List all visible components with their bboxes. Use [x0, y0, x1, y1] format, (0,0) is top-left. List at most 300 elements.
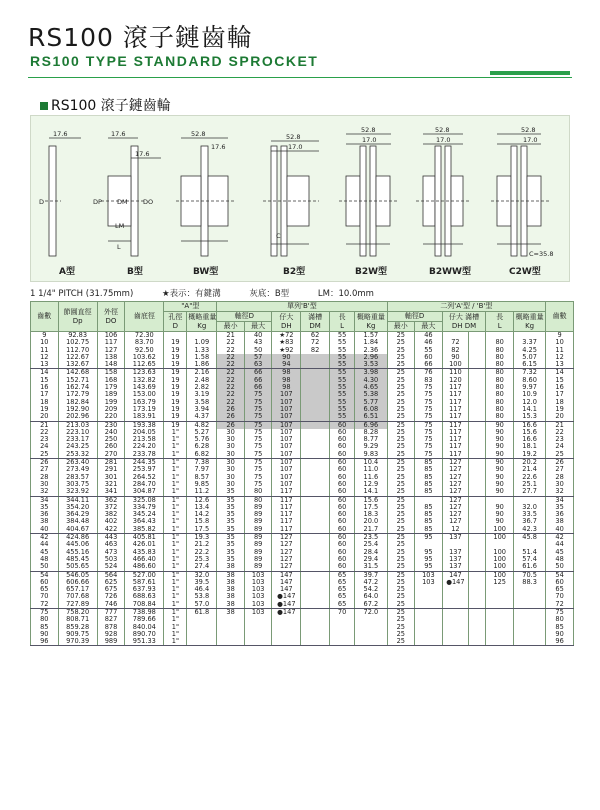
- table-cell: 65: [31, 586, 59, 593]
- table-row: [31, 459, 574, 467]
- table-cell: 3.19: [187, 391, 217, 398]
- table-cell: 364.43: [125, 518, 164, 525]
- table-cell: 15: [31, 377, 59, 384]
- table-cell: 45: [546, 549, 574, 556]
- table-cell: 103: [244, 608, 272, 616]
- table-cell: 727.89: [58, 601, 97, 609]
- table-cell: 72: [301, 339, 330, 346]
- table-cell: 96: [546, 638, 574, 646]
- table-cell: 89: [244, 526, 272, 534]
- dim-bw-length: 52.8: [191, 130, 206, 138]
- table-row: [31, 436, 574, 443]
- table-cell: 117: [272, 488, 301, 496]
- table-cell: [329, 624, 354, 631]
- table-cell: ●147: [272, 608, 301, 616]
- col-length-2: 長 L: [486, 312, 514, 332]
- table-cell: 107: [272, 459, 301, 467]
- dim-letter-do: DO: [143, 198, 154, 206]
- table-cell: 5.76: [187, 436, 217, 443]
- table-cell: 65: [329, 601, 354, 609]
- table-cell: [469, 451, 486, 459]
- table-cell: 32: [546, 488, 574, 496]
- table-cell: 11: [546, 347, 574, 354]
- table-cell: 10.4: [355, 459, 387, 467]
- dim-b2-plate: 17.0: [288, 143, 303, 151]
- table-cell: 30: [217, 429, 245, 436]
- table-cell: 55: [329, 361, 354, 369]
- table-cell: 85: [415, 481, 443, 488]
- table-cell: 25: [387, 474, 415, 481]
- table-cell: 35: [217, 518, 245, 525]
- table-cell: 25: [387, 608, 415, 616]
- table-cell: 1": [164, 563, 187, 571]
- table-cell: 112.70: [58, 347, 97, 354]
- table-row: [31, 443, 574, 450]
- table-cell: [329, 616, 354, 623]
- table-cell: 3.94: [187, 406, 217, 413]
- table-cell: 107: [272, 436, 301, 443]
- table-cell: 6.15: [513, 361, 545, 369]
- table-cell: 60: [329, 518, 354, 525]
- table-cell: 7.32: [513, 369, 545, 377]
- table-cell: 27.4: [187, 563, 217, 571]
- table-cell: 1": [164, 638, 187, 646]
- col-shaft-max: 最大: [244, 322, 272, 332]
- table-cell: 60: [329, 466, 354, 473]
- table-cell: [469, 534, 486, 542]
- table-cell: 45.8: [513, 534, 545, 542]
- table-cell: 61.6: [513, 563, 545, 571]
- label-b2-type: B2型: [283, 267, 306, 277]
- table-cell: [244, 624, 272, 631]
- pitch-value: 1 1/4" PITCH (31.75mm): [30, 289, 134, 299]
- table-cell: 80: [486, 347, 514, 354]
- table-cell: 75: [244, 391, 272, 398]
- table-row: [31, 451, 574, 459]
- table-cell: 25: [387, 638, 415, 646]
- table-cell: 26: [31, 459, 59, 467]
- table-cell: [301, 608, 330, 616]
- table-cell: 75: [244, 406, 272, 413]
- table-cell: 1": [164, 534, 187, 542]
- table-cell: 4.25: [513, 347, 545, 354]
- table-cell: 89: [244, 556, 272, 563]
- table-cell: 75: [244, 399, 272, 406]
- table-cell: 66: [244, 384, 272, 391]
- table-cell: [187, 624, 217, 631]
- table-cell: 13: [546, 361, 574, 369]
- table-cell: 2.96: [355, 354, 387, 361]
- table-cell: 107: [272, 429, 301, 436]
- col-root: 齒底徑: [125, 302, 164, 332]
- table-cell: 70.5: [513, 571, 545, 579]
- table-cell: 1": [164, 474, 187, 481]
- table-cell: 90: [486, 504, 514, 511]
- table-cell: [415, 616, 443, 623]
- table-cell: 1": [164, 616, 187, 623]
- table-cell: 75: [244, 474, 272, 481]
- table-cell: [301, 518, 330, 525]
- table-row: [31, 347, 574, 354]
- table-cell: [513, 608, 545, 616]
- table-cell: 10: [546, 339, 574, 346]
- table-cell: 103: [244, 571, 272, 579]
- table-cell: 19: [164, 339, 187, 346]
- table-cell: 3.98: [355, 369, 387, 377]
- table-cell: 34: [546, 496, 574, 504]
- table-cell: [469, 504, 486, 511]
- table-cell: [415, 541, 443, 548]
- table-cell: 22: [217, 391, 245, 398]
- table-cell: 85: [415, 474, 443, 481]
- table-cell: 60: [415, 354, 443, 361]
- table-cell: 89: [244, 518, 272, 525]
- table-cell: 25: [387, 481, 415, 488]
- table-cell: 25: [387, 384, 415, 391]
- table-cell: 35: [217, 549, 245, 556]
- table-cell: 281: [97, 459, 125, 467]
- table-cell: 66: [415, 361, 443, 369]
- table-cell: 2.48: [187, 377, 217, 384]
- table-row: [31, 504, 574, 511]
- table-cell: 1.86: [187, 361, 217, 369]
- table-cell: 38: [217, 571, 245, 579]
- table-cell: 746: [97, 601, 125, 609]
- section-title: RS100 滾子鏈齒輪: [51, 98, 171, 114]
- table-cell: 95: [415, 549, 443, 556]
- table-cell: [442, 586, 468, 593]
- table-cell: 25.4: [355, 541, 387, 548]
- table-cell: 708.84: [125, 601, 164, 609]
- table-cell: 63: [244, 361, 272, 369]
- table-cell: 890.70: [125, 631, 164, 638]
- table-cell: 54.2: [355, 586, 387, 593]
- bullet-square-icon: [40, 102, 48, 110]
- table-cell: [301, 631, 330, 638]
- table-row: [31, 541, 574, 548]
- table-cell: 15: [546, 377, 574, 384]
- table-cell: 36.7: [513, 518, 545, 525]
- table-cell: 107: [272, 391, 301, 398]
- table-cell: 2.82: [187, 384, 217, 391]
- table-cell: 1.58: [187, 354, 217, 361]
- table-cell: 25: [387, 377, 415, 384]
- table-cell: 90: [486, 436, 514, 443]
- col-shaft: 軸徑D: [217, 312, 272, 322]
- table-cell: 1.09: [187, 339, 217, 346]
- table-cell: 344.11: [58, 496, 97, 504]
- table-cell: 100: [486, 556, 514, 563]
- table-cell: 90: [486, 511, 514, 518]
- table-cell: 45: [31, 549, 59, 556]
- table-cell: 147: [272, 586, 301, 593]
- table-cell: [486, 608, 514, 616]
- table-cell: 94: [272, 361, 301, 369]
- table-cell: 22: [217, 361, 245, 369]
- table-cell: 75: [244, 429, 272, 436]
- table-cell: 90: [31, 631, 59, 638]
- dim-bw-plate: 17.6: [211, 143, 226, 151]
- table-cell: 1": [164, 429, 187, 436]
- table-cell: 8.60: [513, 377, 545, 384]
- table-cell: 213.03: [58, 421, 97, 429]
- table-cell: 675: [97, 586, 125, 593]
- table-cell: 1": [164, 436, 187, 443]
- table-cell: 25: [387, 339, 415, 346]
- table-cell: 48: [31, 556, 59, 563]
- table-cell: 1.57: [355, 332, 387, 340]
- table-cell: 103: [244, 593, 272, 600]
- table-cell: 25: [387, 399, 415, 406]
- table-cell: 20: [546, 413, 574, 421]
- table-cell: [217, 616, 245, 623]
- table-cell: 85: [415, 504, 443, 511]
- label-b2ww-type: B2WW型: [429, 267, 471, 277]
- table-cell: 14.1: [355, 488, 387, 496]
- table-cell: 321: [97, 481, 125, 488]
- table-cell: 103: [244, 579, 272, 586]
- table-cell: 19: [164, 347, 187, 354]
- table-cell: 75: [415, 436, 443, 443]
- table-cell: 75: [244, 466, 272, 473]
- table-cell: [187, 631, 217, 638]
- table-cell: 95: [415, 556, 443, 563]
- table-cell: 30: [546, 481, 574, 488]
- table-cell: 80: [486, 354, 514, 361]
- table-cell: 66: [244, 369, 272, 377]
- table-cell: 60: [329, 496, 354, 504]
- table-cell: 80: [486, 377, 514, 384]
- pitch-legend: [30, 287, 400, 299]
- table-cell: 60: [329, 436, 354, 443]
- table-cell: 202.96: [58, 413, 97, 421]
- table-cell: 30: [217, 466, 245, 473]
- table-cell: 117: [272, 496, 301, 504]
- table-cell: 253.97: [125, 466, 164, 473]
- header-divider: [28, 77, 572, 78]
- table-cell: 1": [164, 586, 187, 593]
- table-cell: 42.3: [513, 526, 545, 534]
- table-cell: 23: [31, 436, 59, 443]
- table-cell: 878: [97, 624, 125, 631]
- dim-b2ww-length: 52.8: [435, 126, 450, 134]
- table-cell: 524: [97, 563, 125, 571]
- table-cell: 57: [244, 354, 272, 361]
- table-cell: 53.8: [187, 593, 217, 600]
- table-cell: [442, 608, 468, 616]
- table-row: [31, 624, 574, 631]
- table-cell: 46.4: [187, 586, 217, 593]
- table-cell: [469, 549, 486, 556]
- table-cell: 89: [244, 534, 272, 542]
- table-row: [31, 391, 574, 398]
- table-cell: 39.7: [355, 571, 387, 579]
- table-cell: [469, 347, 486, 354]
- table-cell: [301, 377, 330, 384]
- table-cell: 18: [31, 399, 59, 406]
- table-cell: 10.9: [513, 391, 545, 398]
- table-cell: 75: [244, 421, 272, 429]
- table-cell: [469, 481, 486, 488]
- table-cell: 25: [387, 451, 415, 459]
- dim-c2w-plate: 17.0: [523, 136, 538, 144]
- sprocket-spec-table: [30, 301, 574, 646]
- table-cell: 117: [272, 511, 301, 518]
- table-row: [31, 413, 574, 421]
- table-cell: 38: [217, 601, 245, 609]
- table-cell: [469, 601, 486, 609]
- table-cell: 657.17: [58, 586, 97, 593]
- table-cell: 13.4: [187, 504, 217, 511]
- table-cell: [301, 534, 330, 542]
- table-cell: [272, 624, 301, 631]
- table-cell: 22.6: [513, 474, 545, 481]
- table-cell: 117: [442, 429, 468, 436]
- table-cell: [329, 631, 354, 638]
- table-cell: 5.07: [513, 354, 545, 361]
- table-cell: 25: [387, 332, 415, 340]
- table-cell: 30: [217, 459, 245, 467]
- table-cell: [415, 608, 443, 616]
- table-cell: 21: [217, 332, 245, 340]
- table-cell: 1": [164, 466, 187, 473]
- table-cell: 20.0: [355, 518, 387, 525]
- table-cell: [301, 459, 330, 467]
- table-cell: 422: [97, 526, 125, 534]
- table-cell: 60: [329, 556, 354, 563]
- table-cell: 35: [217, 526, 245, 534]
- table-cell: 7.97: [187, 466, 217, 473]
- table-cell: 19: [164, 354, 187, 361]
- table-cell: 25: [387, 488, 415, 496]
- dim-b-width: 17.6: [111, 130, 126, 138]
- table-cell: 19: [164, 399, 187, 406]
- table-cell: 107: [272, 451, 301, 459]
- table-cell: [469, 556, 486, 563]
- table-cell: ★72: [272, 332, 301, 340]
- table-cell: 60: [329, 563, 354, 571]
- table-cell: [469, 638, 486, 646]
- table-cell: 25: [387, 406, 415, 413]
- table-cell: 80: [486, 339, 514, 346]
- table-cell: 284.70: [125, 481, 164, 488]
- table-cell: 107: [272, 406, 301, 413]
- table-cell: 32.0: [513, 504, 545, 511]
- table-cell: 11: [31, 347, 59, 354]
- table-cell: 6.82: [187, 451, 217, 459]
- table-cell: 25: [387, 421, 415, 429]
- table-cell: [301, 541, 330, 548]
- table-cell: 11.6: [355, 474, 387, 481]
- table-cell: 100: [486, 571, 514, 579]
- table-cell: 55: [329, 391, 354, 398]
- dim-letter-c: C: [276, 232, 281, 240]
- table-cell: 42: [546, 534, 574, 542]
- table-cell: 240: [97, 429, 125, 436]
- table-cell: [486, 601, 514, 609]
- table-cell: 103: [415, 571, 443, 579]
- table-cell: 1": [164, 481, 187, 488]
- table-cell: 25: [387, 436, 415, 443]
- table-cell: 65: [329, 571, 354, 579]
- table-cell: 22: [217, 384, 245, 391]
- table-cell: 473: [97, 549, 125, 556]
- table-cell: 25.3: [187, 556, 217, 563]
- table-cell: 8.77: [355, 436, 387, 443]
- table-cell: 60: [329, 488, 354, 496]
- table-cell: [442, 631, 468, 638]
- table-cell: 372: [97, 504, 125, 511]
- table-cell: 38: [217, 579, 245, 586]
- table-cell: [469, 339, 486, 346]
- table-cell: 25: [387, 526, 415, 534]
- table-cell: [442, 616, 468, 623]
- table-cell: 1": [164, 526, 187, 534]
- table-cell: [442, 332, 468, 340]
- table-cell: 117: [442, 436, 468, 443]
- table-cell: 107: [272, 399, 301, 406]
- table-cell: 21: [31, 421, 59, 429]
- table-cell: 424.86: [58, 534, 97, 542]
- table-cell: [469, 406, 486, 413]
- table-cell: 60: [329, 511, 354, 518]
- table-cell: 83: [415, 377, 443, 384]
- table-cell: [486, 631, 514, 638]
- table-cell: 182.84: [58, 399, 97, 406]
- table-cell: 29.4: [355, 556, 387, 563]
- table-cell: 426.01: [125, 541, 164, 548]
- table-cell: 75: [415, 443, 443, 450]
- table-cell: 25: [387, 571, 415, 579]
- table-cell: 30: [217, 436, 245, 443]
- table-cell: 80: [486, 391, 514, 398]
- table-cell: 40: [546, 526, 574, 534]
- table-cell: 341: [97, 488, 125, 496]
- table-cell: 1": [164, 488, 187, 496]
- col-pcd: 節圓直徑 Dp: [58, 302, 97, 332]
- table-cell: 168: [97, 377, 125, 384]
- table-cell: 60: [329, 534, 354, 542]
- table-cell: 637.93: [125, 586, 164, 593]
- table-cell: 213.58: [125, 436, 164, 443]
- label-bw-type: BW型: [193, 267, 219, 277]
- table-cell: [301, 384, 330, 391]
- table-cell: 72.30: [125, 332, 164, 340]
- table-cell: [469, 369, 486, 377]
- table-cell: [187, 638, 217, 646]
- table-cell: [469, 616, 486, 623]
- table-row: [31, 406, 574, 413]
- table-cell: [301, 474, 330, 481]
- table-cell: 75: [415, 406, 443, 413]
- table-cell: 75: [546, 608, 574, 616]
- table-cell: [469, 624, 486, 631]
- table-cell: 2.36: [355, 347, 387, 354]
- table-cell: 5.38: [355, 391, 387, 398]
- table-cell: 25: [387, 511, 415, 518]
- table-cell: [217, 638, 245, 646]
- table-cell: [469, 631, 486, 638]
- table-cell: [513, 541, 545, 548]
- table-cell: 1": [164, 579, 187, 586]
- table-cell: 3.37: [513, 339, 545, 346]
- table-cell: [513, 586, 545, 593]
- table-cell: 89: [244, 563, 272, 571]
- table-cell: [301, 391, 330, 398]
- table-cell: 9: [31, 332, 59, 340]
- table-cell: 64.0: [355, 593, 387, 600]
- table-cell: 132.82: [125, 377, 164, 384]
